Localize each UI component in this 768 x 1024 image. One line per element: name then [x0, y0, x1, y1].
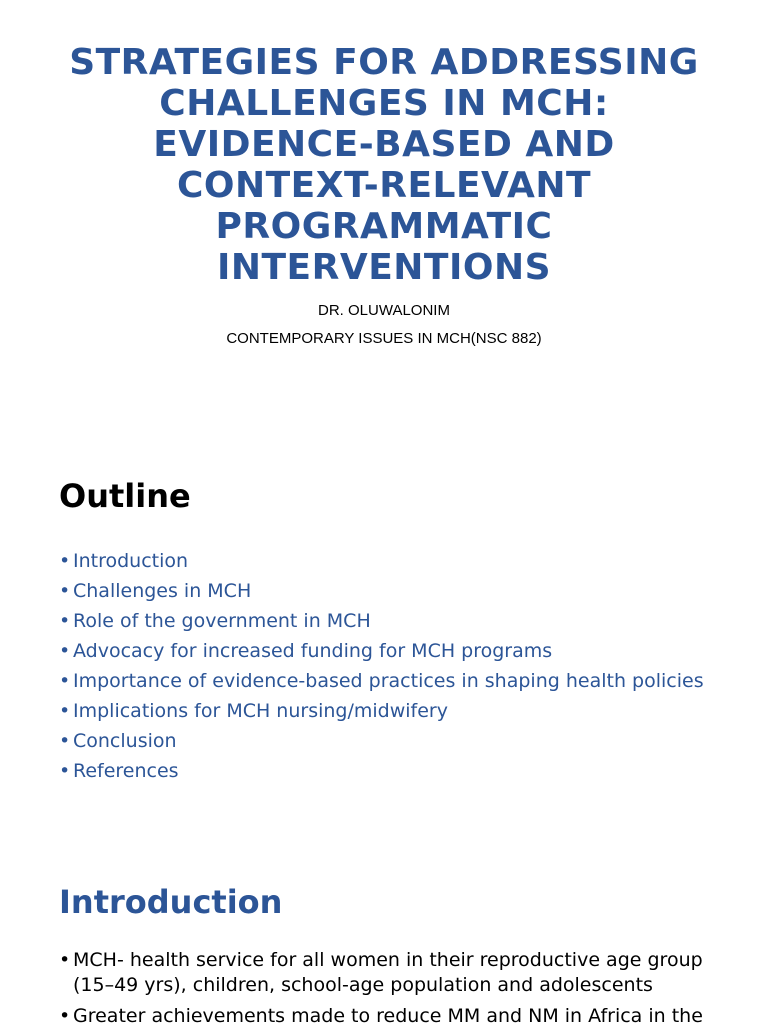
list-item-text: Introduction [73, 550, 189, 572]
list-item [59, 546, 704, 576]
list-item-text: References [73, 760, 179, 782]
title-line: EVIDENCE-BASED AND [153, 124, 615, 165]
presentation-title [30, 42, 738, 288]
list-item [59, 696, 704, 726]
bullet-icon: • [59, 949, 71, 971]
outline-heading: Outline [59, 477, 191, 515]
list-item [59, 636, 704, 666]
title-line: CHALLENGES IN MCH: [159, 83, 609, 124]
list-item-text: Importance of evidence-based practices in shaping health policies [73, 670, 704, 692]
bullet-icon: • [59, 610, 71, 632]
bullet-icon: • [59, 640, 71, 662]
list-item-text: Conclusion [73, 730, 177, 752]
title-slide [0, 0, 768, 420]
introduction-heading: Introduction [59, 883, 283, 921]
list-item-text: Advocacy for increased funding for MCH programs [73, 640, 553, 662]
list-item-text: Implications for MCH nursing/midwifery [73, 700, 448, 722]
bullet-icon: • [59, 580, 71, 602]
list-item [59, 666, 704, 696]
list-item [59, 726, 704, 756]
list-item [59, 1004, 719, 1024]
list-item [59, 606, 704, 636]
title-line: INTERVENTIONS [216, 247, 552, 288]
outline-list [59, 546, 704, 786]
title-line: CONTEXT-RELEVANT [176, 165, 592, 206]
list-item [59, 576, 704, 606]
title-line: STRATEGIES FOR ADDRESSING [69, 42, 699, 83]
introduction-list [59, 948, 719, 1024]
list-item-text: Challenges in MCH [73, 580, 252, 602]
presenter-name: DR. OLUWALONIM [318, 302, 450, 319]
list-item-text: Role of the government in MCH [73, 610, 371, 632]
list-item-text: Greater achievements made to reduce MM and NM in Africa in the [73, 1005, 703, 1024]
list-item-text: MCH- health service for all women in their reproductive age group (15–49 yrs), children, school-age population and adolescents [73, 949, 703, 996]
bullet-icon: • [59, 760, 71, 782]
bullet-icon: • [59, 1005, 71, 1024]
title-line: PROGRAMMATIC [215, 206, 553, 247]
bullet-icon: • [59, 700, 71, 722]
course-name: CONTEMPORARY ISSUES IN MCH(NSC 882) [226, 330, 542, 347]
bullet-icon: • [59, 670, 71, 692]
bullet-icon: • [59, 550, 71, 572]
bullet-icon: • [59, 730, 71, 752]
list-item [59, 948, 719, 998]
list-item [59, 756, 704, 786]
